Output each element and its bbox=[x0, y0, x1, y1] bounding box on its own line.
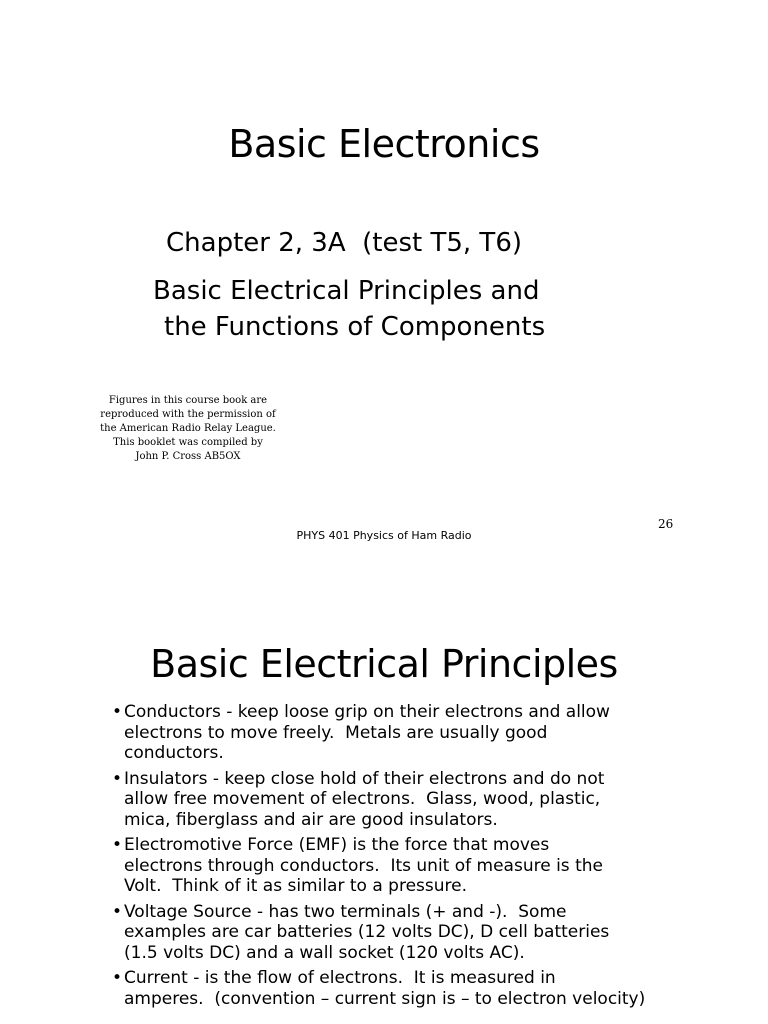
list-item-voltage-source bbox=[112, 902, 712, 964]
credit-line: This booklet was compiled by bbox=[113, 437, 263, 448]
bullet-line: Volt. Think of it as similar to a pressure. bbox=[124, 876, 467, 896]
bullet-icon: • bbox=[112, 702, 123, 722]
bullet-icon: • bbox=[112, 968, 123, 988]
bullet-line: Voltage Source - has two terminals (+ and -). Some bbox=[124, 901, 567, 922]
list-item-conductors bbox=[112, 702, 712, 764]
bullet-line: electrons to move freely. Metals are usually good bbox=[124, 722, 548, 743]
list-item-current bbox=[112, 968, 712, 1009]
slide-title: Basic Electrical Principles bbox=[150, 642, 618, 686]
list-item-insulators bbox=[112, 769, 712, 831]
bullet-line: Electromotive Force (EMF) is the force that moves bbox=[124, 835, 550, 855]
principles-list bbox=[112, 702, 712, 1014]
bullet-line: (1.5 volts DC) and a wall socket (120 volts AC). bbox=[124, 942, 525, 963]
credit-line: reproduced with the permission of bbox=[100, 409, 276, 420]
bullet-line: examples are car batteries (12 volts DC), D cell batteries bbox=[124, 922, 610, 942]
page-number: 26 bbox=[658, 517, 674, 531]
bullet-line: Current - is the flow of electrons. It is measured in bbox=[124, 968, 556, 988]
bullet-icon: • bbox=[112, 835, 123, 855]
functions-subtitle: the Functions of Components bbox=[164, 312, 546, 342]
credit-line: the American Radio Relay League. bbox=[100, 423, 276, 434]
bullet-line: allow free movement of electrons. Glass, wood, plastic, bbox=[124, 789, 601, 809]
bullet-line: conductors. bbox=[124, 743, 224, 763]
bullet-line: Insulators - keep close hold of their electrons and do not bbox=[124, 768, 605, 789]
credit-line: Figures in this course book are bbox=[108, 395, 268, 406]
slide-title: Basic Electronics bbox=[228, 122, 540, 166]
bullet-line: Conductors - keep loose grip on their electrons and allow bbox=[124, 702, 610, 722]
credit-line: John P. Cross AB5OX bbox=[135, 451, 241, 462]
slide-basic-electrical-principles bbox=[0, 560, 768, 1024]
principles-subtitle: Basic Electrical Principles and bbox=[153, 276, 540, 306]
bullet-icon: • bbox=[112, 901, 123, 922]
chapter-subtitle: Chapter 2, 3A (test T5, T6) bbox=[166, 228, 523, 258]
permission-credit bbox=[88, 394, 288, 464]
course-footer: PHYS 401 Physics of Ham Radio bbox=[296, 529, 472, 542]
bullet-line: electrons through conductors. Its unit of measure is the bbox=[124, 855, 603, 876]
bullet-line: mica, fiberglass and air are good insulators. bbox=[124, 809, 498, 830]
list-item-emf bbox=[112, 835, 712, 897]
bullet-line: amperes. (convention – current sign is – to electron velocity) bbox=[124, 988, 646, 1009]
bullet-icon: • bbox=[112, 768, 123, 789]
